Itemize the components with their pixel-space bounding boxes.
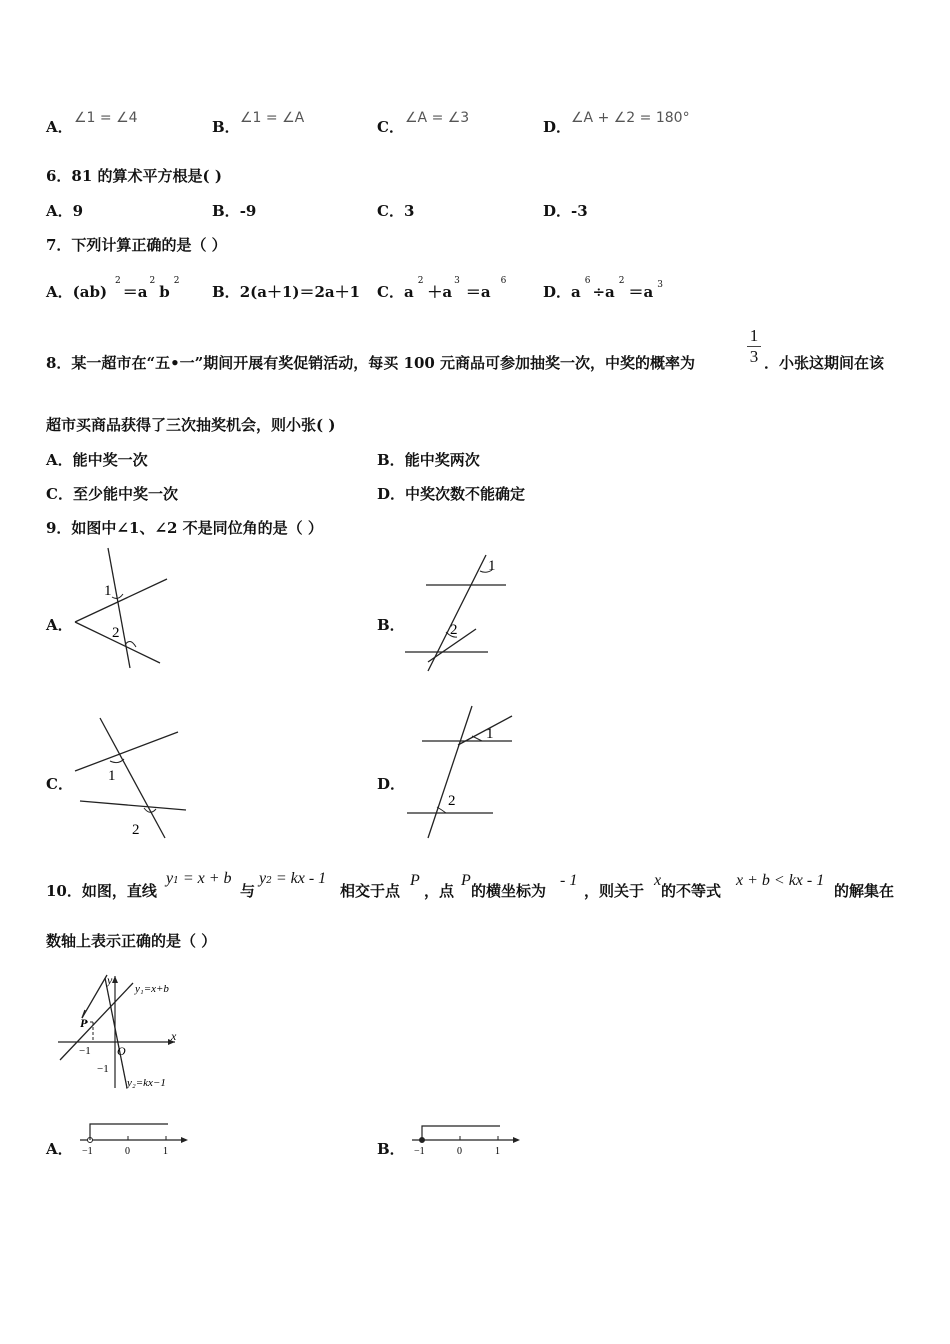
q10-graph-line-y2-upper bbox=[82, 975, 107, 1018]
q10-graph-p-label: P bbox=[80, 1016, 88, 1030]
q10-graph-x-label: x bbox=[171, 1029, 177, 1043]
q10-stem-part6: ，则关于 bbox=[584, 882, 645, 900]
q6-option-b: B．-9 bbox=[212, 202, 257, 220]
q10-point-p: P bbox=[410, 872, 420, 889]
q9-option-c-label: C． bbox=[46, 775, 73, 793]
q10-y2-eq: y2 = kx - 1 bbox=[259, 870, 327, 887]
q10-inequality: x + b < kx - 1 bbox=[736, 872, 825, 889]
q10-option-b-numberline bbox=[410, 1118, 525, 1158]
q10-a-tick-1: 1 bbox=[163, 1146, 168, 1157]
q10-y1-eq: y1 = x + b bbox=[166, 870, 232, 887]
q10-stem-part4: ，点 bbox=[424, 882, 455, 900]
q8-option-c: C．至少能中奖一次 bbox=[46, 485, 178, 503]
q8-stem-line1-end: ．小张这期间在该 bbox=[764, 354, 885, 372]
q10-graph-origin-label: O bbox=[117, 1044, 126, 1058]
q10-graph bbox=[55, 970, 195, 1095]
q10-b-tick-0: 0 bbox=[457, 1146, 462, 1157]
q7-option-a: A．$(ab)^2=a^2b^2$ bbox=[46, 276, 180, 301]
q5-option-c-label: C． bbox=[377, 118, 404, 136]
q10-graph-y-label: y bbox=[107, 973, 113, 987]
q10-point-p-2: P bbox=[461, 872, 471, 889]
q10-stem-part8: 的解集在 bbox=[834, 882, 895, 900]
q10-a-tick-neg1: −1 bbox=[82, 1146, 93, 1157]
q5-option-d-label: D． bbox=[543, 118, 572, 136]
q9-figure-b bbox=[400, 550, 515, 675]
q8-stem-line2: 超市买商品获得了三次抽奖机会，则小张( ) bbox=[46, 416, 336, 434]
q10-stem-line2: 数轴上表示正确的是（ ） bbox=[46, 932, 217, 950]
q9-d-angle1-label: 1 bbox=[486, 726, 494, 742]
q6-option-c: C．3 bbox=[377, 202, 415, 220]
q8-stem-line1: 8．某一超市在“五•一”期间开展有奖促销活动，每买 100 元商品可参加抽奖一次，中奖的概率为 bbox=[46, 354, 696, 372]
q9-option-b-label: B． bbox=[377, 616, 405, 634]
q10-graph-neg1-x: −1 bbox=[79, 1045, 91, 1057]
q10-a-tick-0: 0 bbox=[125, 1146, 130, 1157]
q9-b-angle1-label: 1 bbox=[488, 558, 496, 574]
q9-c-angle1-label: 1 bbox=[108, 768, 116, 784]
q10-stem-part7: 的不等式 bbox=[661, 882, 722, 900]
q10-stem-part2: 与 bbox=[240, 882, 256, 900]
q10-option-b-label: B． bbox=[377, 1140, 405, 1158]
q10-graph-y-arrow bbox=[112, 976, 118, 983]
q8-option-d: D．中奖次数不能确定 bbox=[377, 485, 526, 503]
q9-figure-d bbox=[400, 703, 520, 843]
q9-c-angle2-label: 2 bbox=[132, 822, 140, 838]
q8-option-a: A．能中奖一次 bbox=[46, 451, 148, 469]
q8-fraction-numerator: 1 bbox=[749, 326, 759, 345]
q6-option-a: A．9 bbox=[46, 202, 84, 220]
q9-b-angle2-label: 2 bbox=[450, 622, 458, 638]
q9-d-angle2-label: 2 bbox=[448, 793, 456, 809]
q9-option-a-label: A． bbox=[46, 616, 73, 634]
q5-option-a-label: A． bbox=[46, 118, 73, 136]
q7-option-d: D．$a^6\div a^2=a$ $^3$ bbox=[543, 276, 663, 301]
q6-stem: 6．81 的算术平方根是( ) bbox=[46, 167, 222, 185]
q8-fraction bbox=[745, 326, 763, 367]
q8-fraction-denominator: 3 bbox=[749, 347, 759, 366]
q7-option-b: B．2(a＋1)＝2a＋1 bbox=[212, 283, 361, 301]
q6-option-d: D．-3 bbox=[543, 202, 588, 220]
q7-option-c: C．$a^2+a^3=a^6$ bbox=[377, 276, 507, 301]
q10-var-x: x bbox=[654, 872, 662, 889]
q9-figure-a bbox=[70, 545, 180, 675]
q5-option-a-expr: ∠1 = ∠4 bbox=[74, 110, 138, 126]
q8-option-b: B．能中奖两次 bbox=[377, 451, 480, 469]
q5-option-d-expr: ∠A + ∠2 = 180° bbox=[571, 110, 690, 126]
q10-option-a-numberline bbox=[78, 1118, 193, 1158]
q5-option-b-label: B． bbox=[212, 118, 240, 136]
q9-figure-c bbox=[70, 713, 195, 843]
q7-stem: 7．下列计算正确的是（ ） bbox=[46, 236, 227, 254]
q10-stem-part5: 的横坐标为 bbox=[471, 882, 547, 900]
q10-stem-part1: 10．如图，直线 bbox=[46, 882, 157, 900]
q10-graph-y1-label: y₁=x+b bbox=[135, 983, 169, 995]
q10-option-a-label: A． bbox=[46, 1140, 73, 1158]
q10-graph-y2-label: y₂=kx−1 bbox=[127, 1077, 166, 1089]
q10-neg-one: - 1 bbox=[560, 872, 578, 889]
q9-stem: 9．如图中∠1、∠2 不是同位角的是（ ） bbox=[46, 519, 323, 537]
q9-a-angle2-label: 2 bbox=[112, 625, 120, 641]
q10-b-tick-neg1: −1 bbox=[414, 1146, 425, 1157]
q5-option-b-expr: ∠1 = ∠A bbox=[240, 110, 305, 126]
q9-option-d-label: D． bbox=[377, 775, 406, 793]
q5-option-c-expr: ∠A = ∠3 bbox=[405, 110, 470, 126]
q10-stem-part3: 相交于点 bbox=[340, 882, 401, 900]
q10-graph-neg1-y: −1 bbox=[97, 1063, 109, 1075]
q10-b-tick-1: 1 bbox=[495, 1146, 500, 1157]
q9-a-angle1-label: 1 bbox=[104, 583, 112, 599]
